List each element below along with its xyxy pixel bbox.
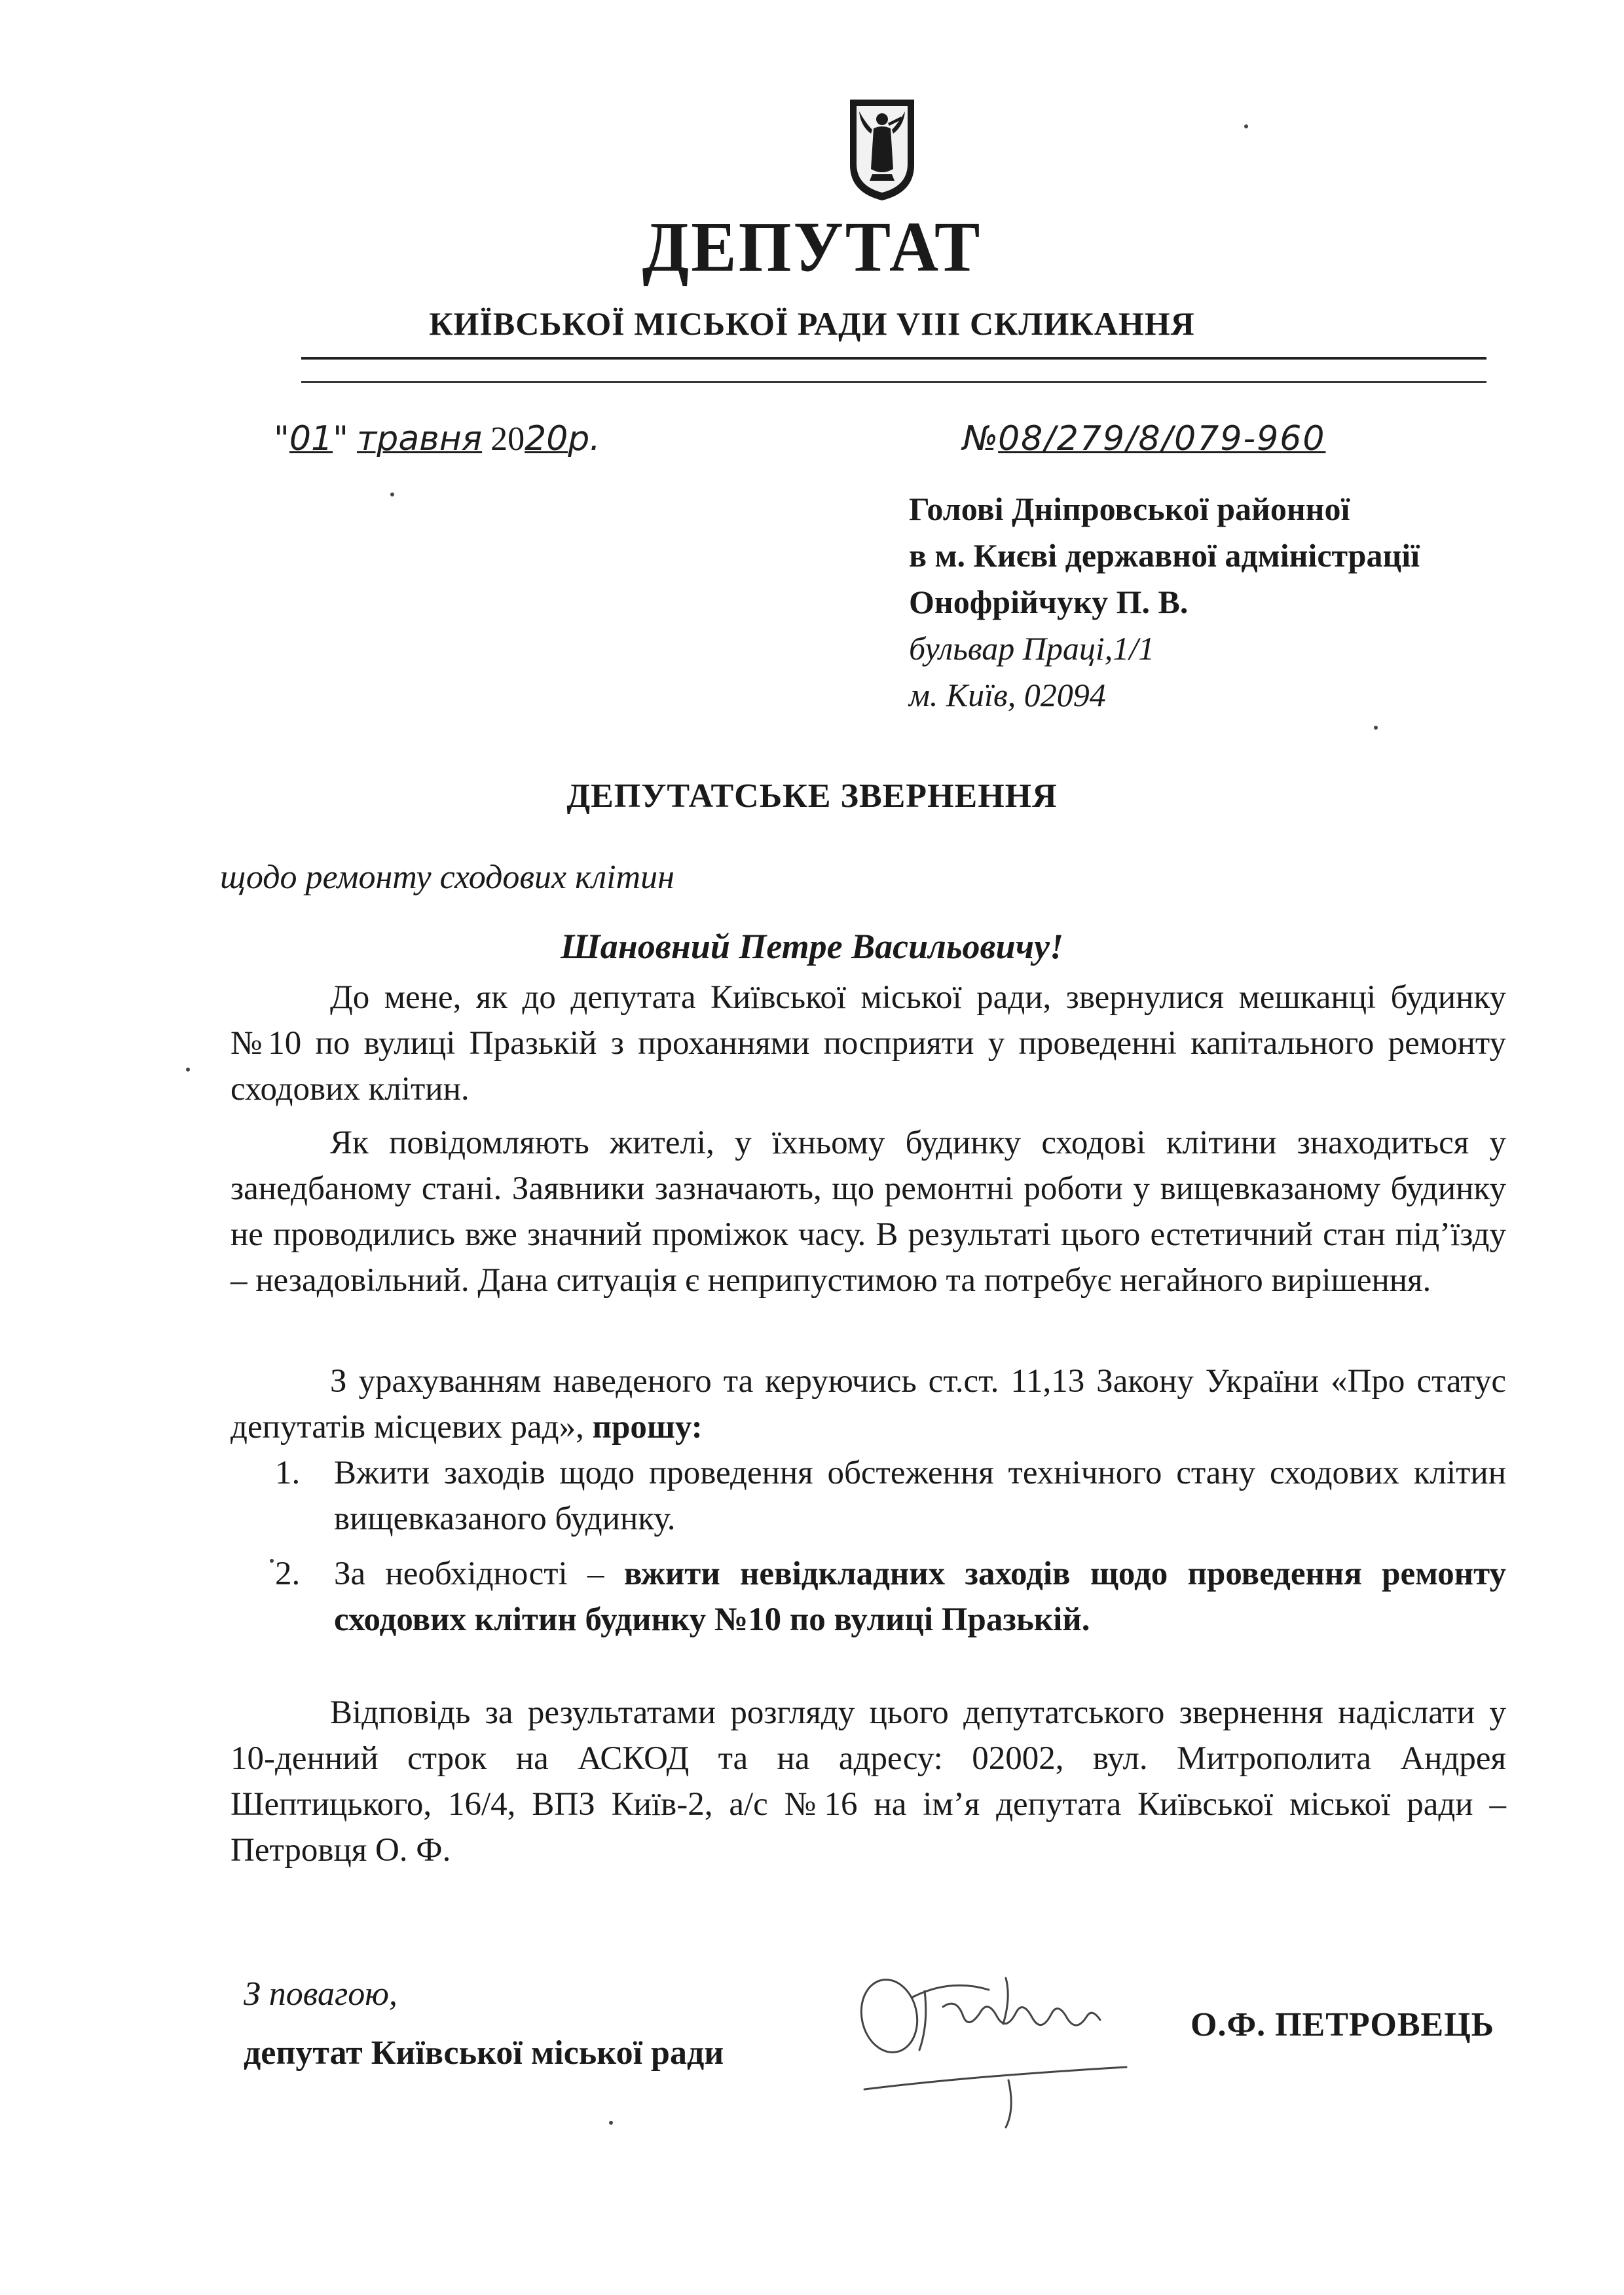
date-day: 01	[289, 419, 333, 458]
paragraph-3-plain: З урахуванням наведеного та керуючись ст.ст. 11,13 Закону України «Про статус депутатів місцевих рад»,	[231, 1363, 1506, 1446]
date-year: 20	[525, 419, 568, 458]
handwritten-signature	[851, 1952, 1153, 2148]
paragraph-1-text: До мене, як до депутата Київської міської ради, звернулися мешканці будинку №10 по вулиці Празькій з проханнями посприяти у проведенні капітального ремонту сходових клітин.	[231, 979, 1506, 1108]
number-sign: №	[963, 419, 999, 458]
header-rule-double	[301, 381, 1486, 383]
paragraph-4-text: Відповідь за результатами розгляду цього депутатського звернення надіслати у 10-денний строк на АСКОД та на адресу: 02002, вул. Митрополита Андрея Шептицького, 16/4, ВПЗ Київ-2, а/с №16 на ім’я депутата Київської міської ради – Петровця О. Ф.	[231, 1694, 1506, 1869]
addressee-line-5: м. Київ, 02094	[909, 677, 1106, 713]
list-item-text: Вжити заходів щодо проведення обстеження технічного стану сходових клітин вищевказаного будинку.	[334, 1455, 1506, 1537]
addressee-line-2: в м. Києві державної адміністрації	[909, 537, 1420, 574]
scan-speck	[1374, 726, 1378, 730]
addressee-line-3: Онофрійчуку П. В.	[909, 584, 1189, 620]
list-item-text-plain: За необхідності –	[334, 1556, 604, 1592]
addressee-block	[909, 486, 1420, 718]
reference-number	[963, 419, 1325, 458]
paragraph-2	[231, 1120, 1506, 1303]
scan-speck	[609, 2121, 613, 2125]
list-item	[275, 1450, 1506, 1542]
document-subject: щодо ремонту сходових клітин	[220, 859, 674, 896]
paragraph-2-text: Як повідомляють жителі, у їхньому будинку сходові клітини знаходиться у занедбаному стані. Заявники зазначають, що ремонтні роботи у вищевказаному будинку не проводились вже значний проміжок часу. В результаті цього естетичний стан під’їзду – незадовільний. Дана ситуація є неприпустимою та потребує негайного вирішення.	[231, 1125, 1506, 1299]
list-item	[275, 1551, 1506, 1643]
date-open-quote: "	[274, 419, 289, 458]
scan-speck	[390, 493, 394, 496]
scan-speck	[186, 1068, 190, 1072]
letter-date	[274, 419, 600, 458]
header-rule	[301, 357, 1486, 360]
kyiv-coat-of-arms-icon	[846, 97, 918, 203]
header-subtitle: КИЇВСЬКОЇ МІСЬКОЇ РАДИ VIII СКЛИКАННЯ	[429, 305, 1195, 342]
scan-speck	[270, 1559, 274, 1563]
paragraph-3	[231, 1358, 1506, 1450]
list-item-text-bold: вжити невідкладних заходів щодо проведення ремонту сходових клітин будинку №10 по вулиці Празькій.	[334, 1556, 1507, 1638]
closing-position: депутат Київської міської ради	[244, 2034, 724, 2072]
signer-name: О.Ф. ПЕТРОВЕЦЬ	[1190, 2006, 1495, 2043]
list-item-number: 2.	[275, 1556, 301, 1592]
request-list	[275, 1450, 1506, 1652]
header-title: ДЕПУТАТ	[642, 208, 982, 287]
scan-speck	[1244, 124, 1248, 128]
date-close-quote: "	[333, 419, 349, 458]
closing-regards: З повагою,	[244, 1975, 397, 2013]
date-suffix: р.	[568, 419, 600, 458]
date-month: травня	[357, 419, 483, 458]
paragraph-1	[231, 975, 1506, 1112]
list-item-number: 1.	[275, 1455, 301, 1491]
paragraph-3-bold: прошу:	[592, 1409, 703, 1446]
paragraph-3-text	[231, 1358, 1506, 1450]
greeting: Шановний Петре Васильовичу!	[560, 927, 1064, 966]
addressee-line-4: бульвар Праці,1/1	[909, 630, 1155, 667]
document-title: ДЕПУТАТСЬКЕ ЗВЕРНЕННЯ	[566, 777, 1058, 815]
paragraph-4	[231, 1690, 1506, 1873]
addressee-line-1: Голові Дніпровської районної	[909, 491, 1350, 527]
number-value: 08/279/8/079-960	[998, 419, 1326, 458]
closing-block	[244, 1965, 724, 2083]
date-year-prefix: 20	[490, 420, 525, 458]
